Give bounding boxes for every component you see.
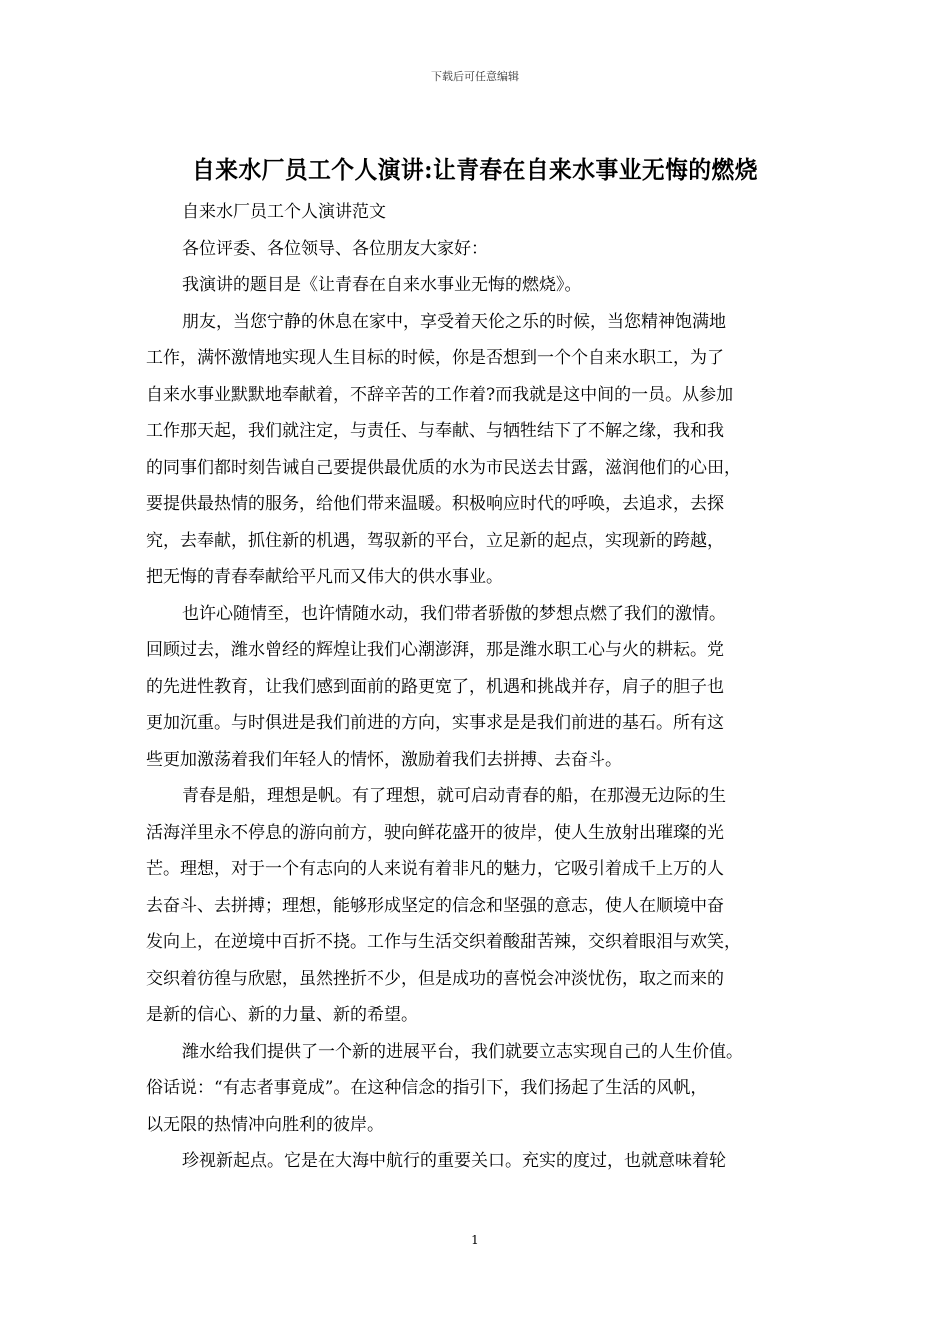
- text-line: 的同事们都时刻告诫自己要提供最优质的水为市民送去甘露，滋润他们的心田，: [146, 457, 741, 478]
- text-line: 芒。理想，对于一个有志向的人来说有着非凡的魅力，它吸引着成千上万的人: [146, 859, 724, 879]
- text-line: 工作那天起，我们就注定，与责任、与奉献、与牺牲结下了不解之缘，我和我: [146, 421, 724, 441]
- text-line: 以无限的热情冲向胜利的彼岸。: [146, 1114, 384, 1135]
- text-line: 的先进性教育，让我们感到面前的路更宽了，机遇和挑战并存，肩子的胆子也: [146, 676, 724, 697]
- text-line: 各位评委、各位领导、各位朋友大家好：: [182, 238, 488, 259]
- text-line: 交织着彷徨与欣慰，虽然挫折不少，但是成功的喜悦会冲淡忧伤，取之而来的: [146, 968, 724, 989]
- text-line: 发向上，在逆境中百折不挠。工作与生活交织着酸甜苦辣，交织着眼泪与欢笑，: [146, 932, 741, 952]
- text-line: 究，去奉献，抓住新的机遇，驾驭新的平台，立足新的起点，实现新的跨越，: [146, 530, 724, 551]
- text-line: 珍视新起点。它是在大海中航行的重要关口。充实的度过，也就意味着轮: [182, 1151, 726, 1171]
- text-line: 活海洋里永不停息的游向前方，驶向鲜花盛开的彼岸，使人生放射出璀璨的光: [146, 822, 724, 843]
- text-line: 要提供最热情的服务，给他们带来温暖。积极响应时代的呼唤，去追求，去探: [146, 494, 724, 514]
- text-line: 潍水给我们提供了一个新的进展平台，我们就要立志实现自己的人生价值。: [182, 1041, 743, 1062]
- text-line: 些更加激荡着我们年轻人的情怀，激励着我们去拼搏、去奋斗。: [146, 749, 622, 770]
- text-line: 工作，满怀激情地实现人生目标的时候，你是否想到一个个自来水职工，为了: [146, 348, 724, 368]
- text-line: 青春是船，理想是帆。有了理想，就可启动青春的船，在那漫无边际的生: [182, 786, 726, 806]
- text-line: 把无悔的青春奉献给平凡而又伟大的供水事业。: [146, 567, 503, 587]
- document-title: 自来水厂员工个人演讲:让青春在自来水事业无悔的燃烧: [192, 155, 758, 184]
- text-line: 回顾过去，潍水曾经的辉煌让我们心潮澎湃，那是潍水职工心与火的耕耘。党: [146, 640, 724, 660]
- page-header: 下载后可任意编辑: [431, 70, 519, 83]
- text-line: 自来水事业默默地奉献着，不辞辛苦的工作着?而我就是这中间的一员。从参加: [146, 384, 734, 405]
- text-line: 朋友，当您宁静的休息在家中，享受着天伦之乐的时候，当您精神饱满地: [182, 311, 726, 332]
- text-line: 自来水厂员工个人演讲范文: [182, 202, 386, 222]
- text-line: 是新的信心、新的力量、新的希望。: [146, 1005, 418, 1025]
- page-number: 1: [471, 1233, 479, 1247]
- text-line: 也许心随情至，也许情随水动，我们带者骄傲的梦想点燃了我们的激情。: [182, 603, 726, 624]
- text-line: 俗话说：“有志者事竟成”。在这种信念的指引下，我们扬起了生活的风帆，: [146, 1078, 708, 1098]
- text-line: 去奋斗、去拼搏；理想，能够形成坚定的信念和坚强的意志，使人在顺境中奋: [146, 895, 724, 916]
- text-line: 我演讲的题目是《让青春在自来水事业无悔的燃烧》。: [182, 275, 582, 295]
- text-line: 更加沉重。与时俱进是我们前进的方向，实事求是是我们前进的基石。所有这: [146, 713, 724, 733]
